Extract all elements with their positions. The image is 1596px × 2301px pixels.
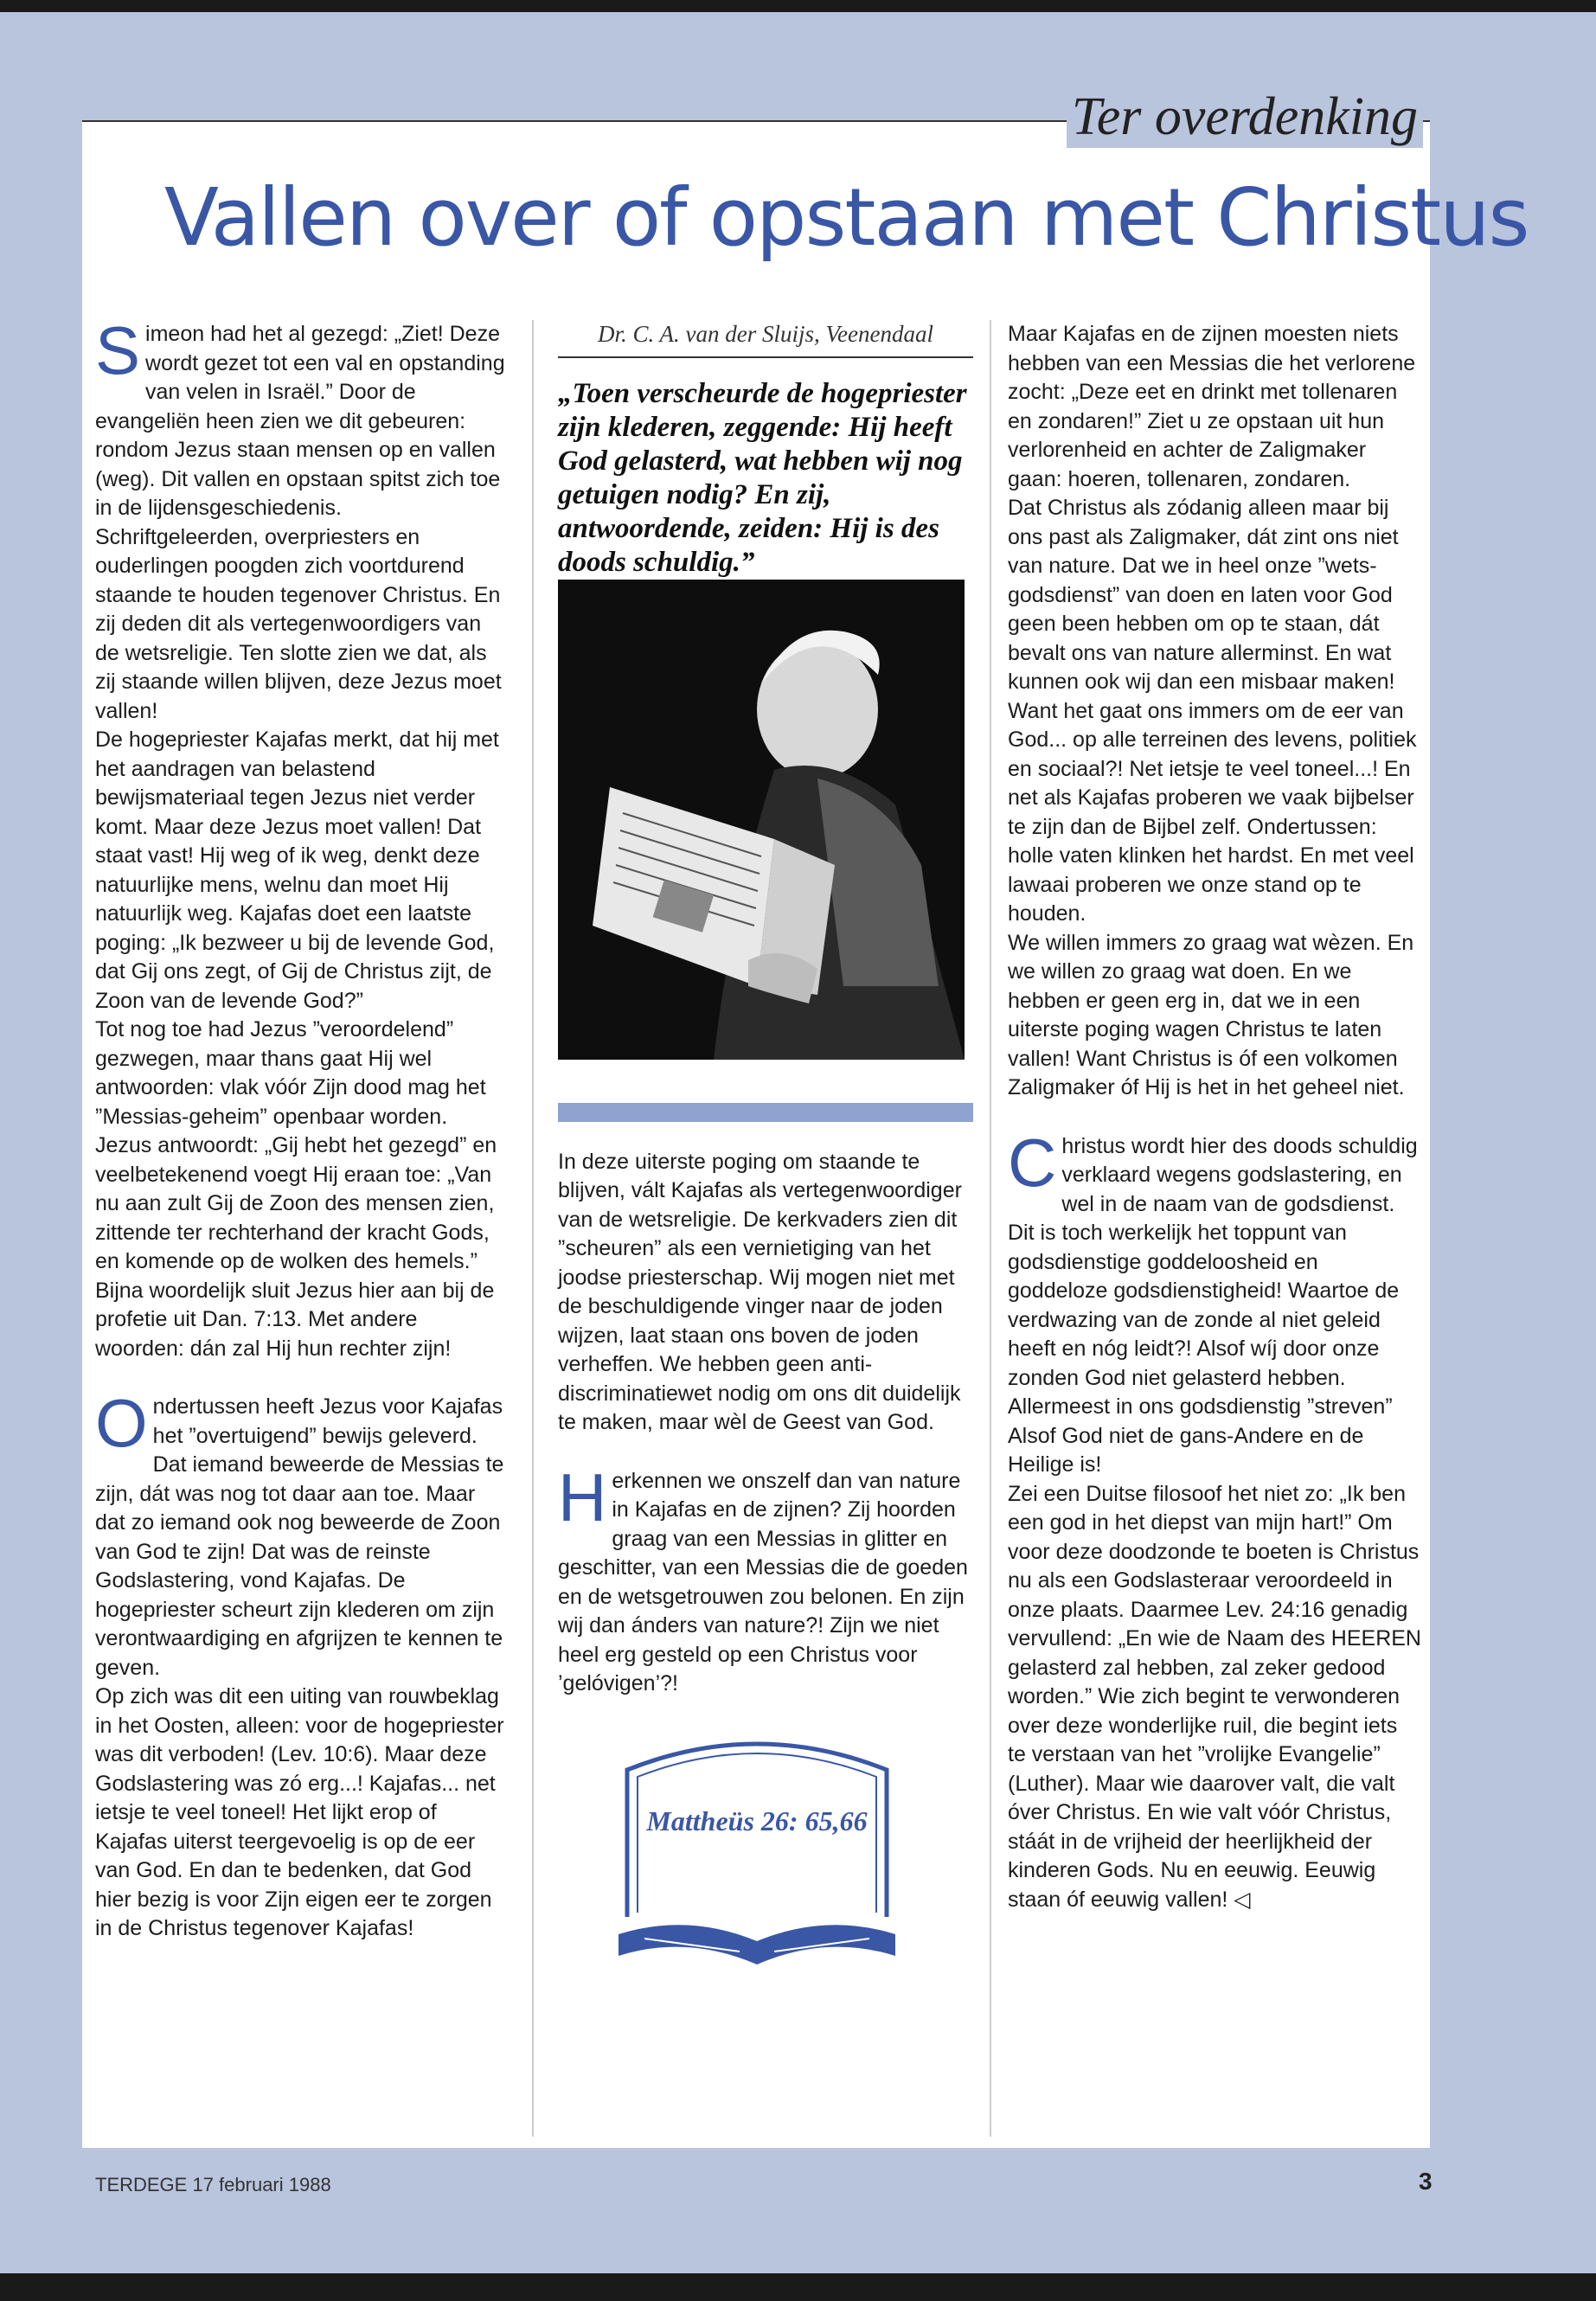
paragraph (558, 1458, 973, 1699)
article-title: Vallen over of opstaan met Christus (164, 171, 1529, 264)
blue-divider (558, 1103, 973, 1122)
paragraph-text: erkennen we onszelf dan van nature in Kajafas en de zijnen? Zij hoorden graag van een Messias in glitter en geschitter, van een Messias die de goeden en de wetsgetrouwen zou belonen. En zijn wij dan ánders van nature?! Zijn we niet heel erg gesteld op een Christus voor ’gelóvigen’?! (558, 1468, 968, 1695)
section-label: Ter overdenking (1067, 87, 1423, 148)
paragraph: In deze uiterste poging om staande te blijven, vált Kajafas als vertegenwoordiger van de wetsreligie. De kerkvaders zien dit ”scheuren” als een vernietiging van het joodse priesterschap. Wij mogen niet met de beschuldigende vinger naar de joden wijzen, laat staan ons boven de joden verheffen. We hebben geen anti-discriminatiewet nodig om ons dit duidelijk te maken, maar wèl de Geest van God. (558, 1149, 962, 1434)
open-book-frame-icon (610, 1718, 904, 1977)
column-1 (95, 312, 509, 1944)
paragraph-text: ndertussen heeft Jezus voor Kajafas het ”overtuigend” bewijs geleverd. Dat iemand beweerde de Messias te zijn, dát was nog tot daar aan toe. Maar dat zo iemand ook nog beweerde de Zoon van God te zijn! Dat was de reinste Godslastering, vond Kajafas. De hogepriester scheurt zijn klederen om zijn verontwaardiging en afgrijzen te kennen te geven. (95, 1394, 504, 1680)
paragraph: We willen immers zo graag wat wèzen. En we willen zo graag wat doen. En we hebben er geen erg in, dat we in een uiterste poging wagen Christus te laten vallen! Want Christus is óf een volkomen Zaligmaker óf Hij is het in het geheel niet. (1008, 930, 1414, 1099)
paragraph-text: imeon had het al gezegd: „Ziet! Deze wordt gezet tot een val en opstanding van velen in Israël.” Door de evangeliën heen zien we dit gebeuren: rondom Jezus staan mensen op en vallen (weg). Dit vallen en opstaan spitst zich toe in de lijdensgeschiedenis. Schriftgeleerden, overpriesters en ouderlingen poogden zich voortdurend staande te houden tegenover Christus. En zij deden dit als vertegenwoordigers van de wetsreligie. Ten slotte zien we dat, als zij staande willen blijven, deze Jezus moet vallen! (95, 322, 505, 723)
page-number: 3 (1419, 2168, 1433, 2195)
paragraph (95, 312, 509, 726)
paragraph-text: hristus wordt hier des doods schuldig verklaard wegens godslastering, en wel in de naam van de godsdienst. Dit is toch werkelijk het toppunt van godsdienstige goddeloosheid en goddeloze godsdienstigheid! Waartoe de verdwazing van de zonde al niet geleid heeft en nóg leidt?! Alsof wíj door onze zonden God niet gelasterd hebben. Allermeest in ons godsdienstig ”streven” Alsof God niet de gans-Andere en de Heilige is! (1008, 1133, 1418, 1477)
paragraph: Op zich was dit een uiting van rouwbeklag in het Oosten, alleen: voor de hogepriester was dit verboden! (Lev. 10:6). Maar deze Godslastering was zó erg...! Kajafas... net ietsje te veel toneel! Het lijkt erop of Kajafas uiterst teergevoelig is op de eer van God. En dan te bedenken, dat God hier bezig is voor Zijn eigen eer te zorgen in de Christus tegenover Kajafas! (95, 1684, 504, 1940)
paragraph (95, 1385, 509, 1682)
column-2 (558, 320, 973, 1977)
drop-cap: C (1008, 1124, 1057, 1201)
paragraph: Dat Christus als zódanig alleen maar bij ons past als Zaligmaker, dát zint ons niet van nature. Dat we in heel onze ”wets-godsdienst” van doen en laten voor God geen been hebben om op te staan, dát bevalt ons van nature allerminst. En wat kunnen ook wij dan een misbaar maken! Want het gaat ons immers om de eer van God... op alle terreinen des levens, politiek en sociaal?! Net ietsje te veel toneel...! En net als Kajafas proberen we vaak bijbelser te zijn dan de Bijbel zelf. Ondertussen: holle vaten klinken het hardst. En met veel lawaai proberen we onze stand op te houden. (1008, 496, 1417, 926)
scripture-reference: Mattheüs 26: 65,66 (646, 1804, 868, 1836)
paragraph: De hogepriester Kajafas merkt, dat hij met het aandragen van belastend bewijsmateriaal tegen Jezus niet verder komt. Maar deze Jezus moet vallen! Dat staat vast! Hij weg of ik weg, denkt deze natuurlijke mens, welnu dan moet Hij natuurlijk weg. Kajafas doet een laatste poging: „Ik bezweer u bij de levende God, dat Gij ons zegt, of Gij de Christus zijt, de Zoon van de levende God?” (95, 727, 499, 1013)
author-byline: Dr. C. A. van der Sluijs, Veenendaal (558, 320, 973, 358)
pull-quote: „Toen verscheurde de hogepriester zijn klederen, zeggende: Hij heeft God gelasterd, wat hebben wij nog getuigen nodig? En zij, antwoordende, zeiden: Hij is des doods schuldig.” (558, 377, 967, 578)
scan-top-border (0, 0, 1596, 12)
paragraph: Maar Kajafas en de zijnen moesten niets hebben van een Messias die het verlorene zocht: „Deze eet en drinkt met tollenaren en zondaren!” Ziet u ze opstaan uit hun verlorenheid en achter de Zaligmaker gaan: hoeren, tollenaren, zondaren. (1008, 322, 1416, 491)
scan-bottom-border (0, 2273, 1596, 2301)
reading-woman-illustration (558, 580, 965, 1060)
scripture-reference-frame (610, 1718, 904, 1977)
publication-footer: TERDEGE 17 februari 1988 (95, 2174, 331, 2195)
paragraph (1008, 1124, 1421, 1480)
column-3 (1008, 320, 1421, 1914)
paragraph: Zei een Duitse filosoof het niet zo: „Ik ben een god in het diepst van mijn hart!” Om voor deze doodzonde te boeten is Christus nu als een Godslasteraar veroordeeld in onze plaats. Daarmee Lev. 24:16 genadig vervullend: „En wie de Naam des HEEREN gelasterd zal hebben, zal zeker gedood worden.” Wie zich begint te verwonderen over deze wonderlijke ruil, die begint iets te verstaan van het ”vrolijke Evangelie” (Luther). Maar wie daarover valt, die valt óver Christus. En wie valt vóór Christus, stáát in de vrijheid der heerlijkheid der kinderen Gods. Nu en eeuwig. Eeuwig staan óf eeuwig vallen! ◁ (1008, 1481, 1421, 1912)
drop-cap: H (558, 1458, 607, 1535)
drop-cap: S (95, 312, 141, 388)
paragraph: Tot nog toe had Jezus ”veroordelend” gezwegen, maar thans gaat Hij wel antwoorden: vlak vóór Zijn dood mag het ”Messias-geheim” openbaar worden. Jezus antwoordt: „Gij hebt het gezegd” en veelbetekenend voegt Hij eraan toe: „Van nu aan zult Gij de Zoon des mensen zien, zittende ter rechterhand der kracht Gods, en komende op de wolken des hemels.” Bijna woordelijk sluit Jezus hier aan bij de profetie uit Dan. 7:13. Met andere woorden: dán zal Hij hun rechter zijn! (95, 1017, 497, 1361)
drop-cap: O (95, 1385, 148, 1461)
